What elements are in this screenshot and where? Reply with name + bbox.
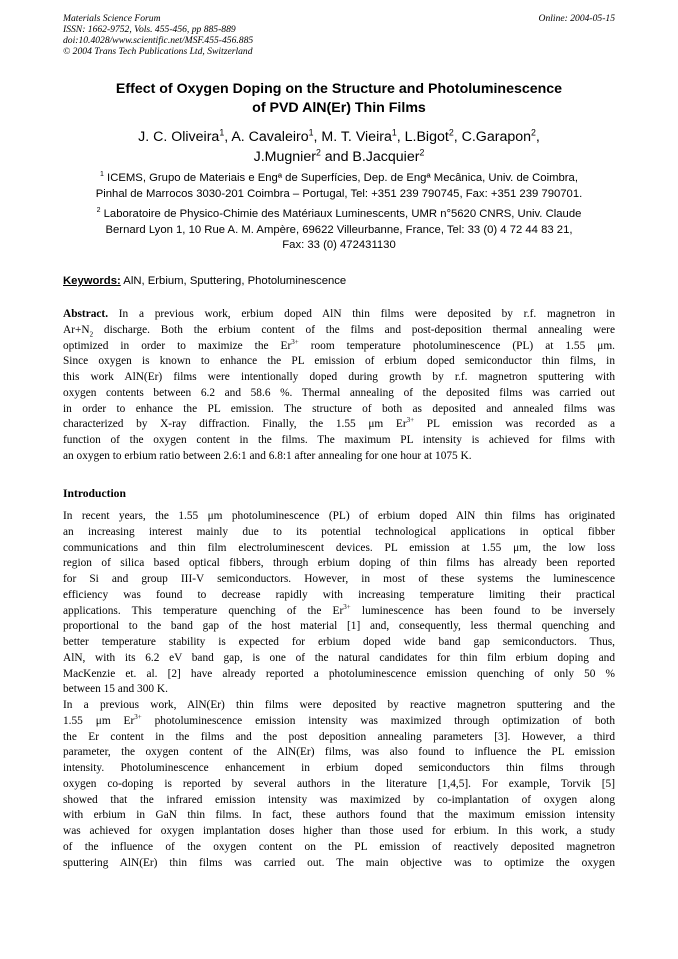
section-heading-introduction: Introduction [63, 487, 126, 500]
author-list [63, 127, 615, 167]
abstract-text: discharge. Both the erbium content of the films and post-deposition thermal annealing were [93, 323, 615, 336]
subscript: 2 [89, 330, 94, 339]
intro-line: oxygen co-doping is reported by several authors in the literature [1,4,5]. For example, Torvik [5] [63, 777, 615, 790]
affiliation-mark: 1 [308, 127, 314, 138]
intro-line: In a previous work, AlN(Er) thin films were deposited by reactive magnetron sputtering and the [63, 699, 615, 711]
intro-line: parameter, the oxygen content of the AlN(Er) films, was also found to influence the PL emission [63, 746, 615, 759]
affiliation-1 [63, 171, 615, 202]
intro-text: 1.55 μm Er [63, 714, 135, 727]
author-name: and B.Jacquier [320, 149, 420, 165]
abstract-text: characterized by X-ray diffraction. Finally, the 1.55 μm Er [63, 418, 407, 431]
journal-header [63, 13, 615, 57]
affiliation-1-line-2: Pinhal de Marrocos 3030-201 Coimbra – Portugal, Tel: +351 239 790745, Fax: +351 239 790701. [95, 187, 583, 200]
intro-line: AlN, with its 6.2 eV band gap, is one of the natural candidates for thin film erbium doping and [63, 651, 615, 664]
intro-line: efficiency was found to decrease rapidly with increasing temperature limiting their practical [63, 588, 615, 601]
abstract-line: this work AlN(Er) films were intentionally doped during growth by r.f. magnetron sputtering with [63, 371, 615, 383]
paper-title [63, 80, 615, 118]
intro-line [63, 714, 615, 730]
affiliation-mark: 2 [531, 127, 536, 138]
affiliation-text: Laboratoire de Physico-Chimie des Matériaux Luminescents, UMR n°5620 CNRS, Univ. Claude [100, 208, 582, 220]
author-separator: , [535, 129, 540, 145]
superscript: 3+ [291, 337, 299, 346]
intro-line: the Er content in the films and the post deposition annealing parameters [3]. However, a third [63, 730, 615, 743]
title-line-2: of PVD AlN(Er) Thin Films [252, 100, 426, 116]
author-name: , M. T. Vieira [313, 129, 392, 145]
abstract-text: Ar+N [63, 323, 90, 336]
superscript: 3+ [406, 416, 415, 425]
intro-line: region of silica based optical fibbers, through erbium doping of thin films has already been reported [63, 557, 615, 570]
keywords-label: Keywords: [63, 275, 121, 287]
keywords [63, 274, 615, 288]
affiliation-mark: 2 [419, 147, 425, 158]
superscript: 3+ [343, 602, 351, 611]
keywords-text: AlN, Erbium, Sputtering, Photoluminescence [120, 275, 347, 287]
affiliation-number: 1 [100, 171, 104, 179]
abstract-line: function of the oxygen content in the films. The maximum PL intensity is achieved for films with [63, 434, 615, 446]
intro-line: of the influence of the oxygen content on the PL emission of reactively deposited magnetron [63, 840, 615, 853]
title-line-1: Effect of Oxygen Doping on the Structure and Photoluminescence [115, 81, 563, 97]
intro-line: an increasing interest mainly due to its potential technological applications in optical fibber [63, 525, 615, 538]
affiliation-mark: 1 [219, 127, 225, 138]
intro-text: photoluminescence emission intensity was maximized through optimization of both [141, 714, 615, 727]
intro-line: between 15 and 300 K. [63, 683, 168, 696]
affiliation-2-line-1 [63, 207, 615, 223]
affiliation-number: 2 [96, 207, 101, 215]
abstract-line: in order to enhance the PL emission. The structure of both as deposited and annealed films was [63, 402, 615, 415]
online-date: Online: 2004-05-15 [538, 13, 615, 24]
intro-line: communications and thin film electroluminescent devices. PL emission at 1.55 μm, the low loss [63, 541, 615, 554]
intro-line: with erbium in GaN thin films. In fact, these authors found that the maximum emission intensity [63, 809, 615, 822]
affiliation-text: ICEMS, Grupo de Materiais e Engª de Superfícies, Dep. de Engª Mecânica, Univ. de Coimbra, [103, 172, 578, 184]
affiliation-2 [63, 207, 615, 254]
intro-line: for Si and group III-V semiconductors. However, in most of these systems the luminescence [63, 573, 615, 585]
affiliation-mark: 1 [391, 127, 397, 138]
abstract-line: Since oxygen is known to enhance the PL emission of erbium doped semiconductor thin films, in [63, 355, 615, 368]
affiliation-mark: 2 [448, 127, 454, 138]
author-line-2 [63, 147, 615, 167]
abstract-line [63, 307, 615, 323]
intro-line: In recent years, the 1.55 μm photoluminescence (PL) of erbium doped AlN thin films has originated [63, 510, 615, 522]
intro-line: was achieved for oxygen implantation doses higher than those used for erbium. In this work, a study [63, 825, 615, 837]
abstract-text: PL emission was recorded as a [414, 418, 616, 431]
affiliation-1-line-1 [63, 171, 615, 187]
abstract-line [63, 323, 615, 339]
abstract-text: room temperature photoluminescence (PL) at 1.55 μm. [298, 339, 615, 352]
abstract-line [63, 339, 615, 355]
affiliation-2-line-2: Bernard Lyon 1, 10 Rue A. M. Ampère, 69622 Villeurbanne, France, Tel: 33 (0) 4 72 44 83 21, [105, 223, 573, 236]
author-name: J. C. Oliveira [138, 129, 220, 145]
issn-line: ISSN: 1662-9752, Vols. 455-456, pp 885-889 [63, 24, 236, 35]
journal-name: Materials Science Forum [63, 13, 161, 24]
abstract-line [63, 417, 615, 433]
intro-text: luminescence has been found to be inversely [350, 604, 615, 617]
copyright-line: © 2004 Trans Tech Publications Ltd, Switzerland [63, 46, 253, 57]
author-line-1 [63, 127, 615, 147]
author-name: , L.Bigot [396, 129, 449, 145]
intro-line: better temperature stability is expected for erbium doped wide band gap semiconductors. Thus, [63, 636, 615, 648]
abstract-text: optimized in order to maximize the Er [63, 339, 292, 352]
author-name: , C.Garapon [453, 129, 532, 145]
author-name: J.Mugnier [253, 149, 316, 165]
abstract-text: In a previous work, erbium doped AlN thin films were deposited by r.f. magnetron in [108, 308, 615, 320]
doi-line: doi:10.4028/www.scientific.net/MSF.455-456.885 [63, 35, 254, 46]
intro-line: intensity. Photoluminescence enhancement in erbium doped semiconductors thin films through [63, 762, 615, 774]
intro-line: proportional to the band gap of the host material [1] and, consequently, less thermal quenching and [63, 620, 615, 633]
affiliation-2-line-3: Fax: 33 (0) 472431130 [282, 239, 396, 251]
abstract-line: oxygen contents between 6.2 and 58.6 %. Thermal annealing of the deposited films was carried out [63, 386, 615, 399]
superscript: 3+ [134, 712, 142, 721]
author-name: , A. Cavaleiro [224, 129, 309, 145]
abstract-label: Abstract. [63, 308, 109, 320]
intro-line: showed that the infrared emission intensity was maximized by co-implantation of oxygen along [63, 793, 615, 806]
introduction-body [63, 509, 615, 871]
affiliation-mark: 2 [315, 147, 321, 158]
intro-line: MacKenzie et. al. [2] have already reported a photoluminescence emission quenching of only 50 % [63, 667, 615, 680]
intro-line [63, 604, 615, 620]
abstract [63, 307, 615, 465]
abstract-line: an oxygen to erbium ratio between 2.6:1 and 6.8:1 after annealing for one hour at 1075 K. [63, 449, 472, 462]
intro-text: applications. This temperature quenching of the Er [63, 604, 344, 617]
intro-line: sputtering AlN(Er) thin films was carried out. The main objective was to optimize the oxygen [63, 856, 615, 869]
